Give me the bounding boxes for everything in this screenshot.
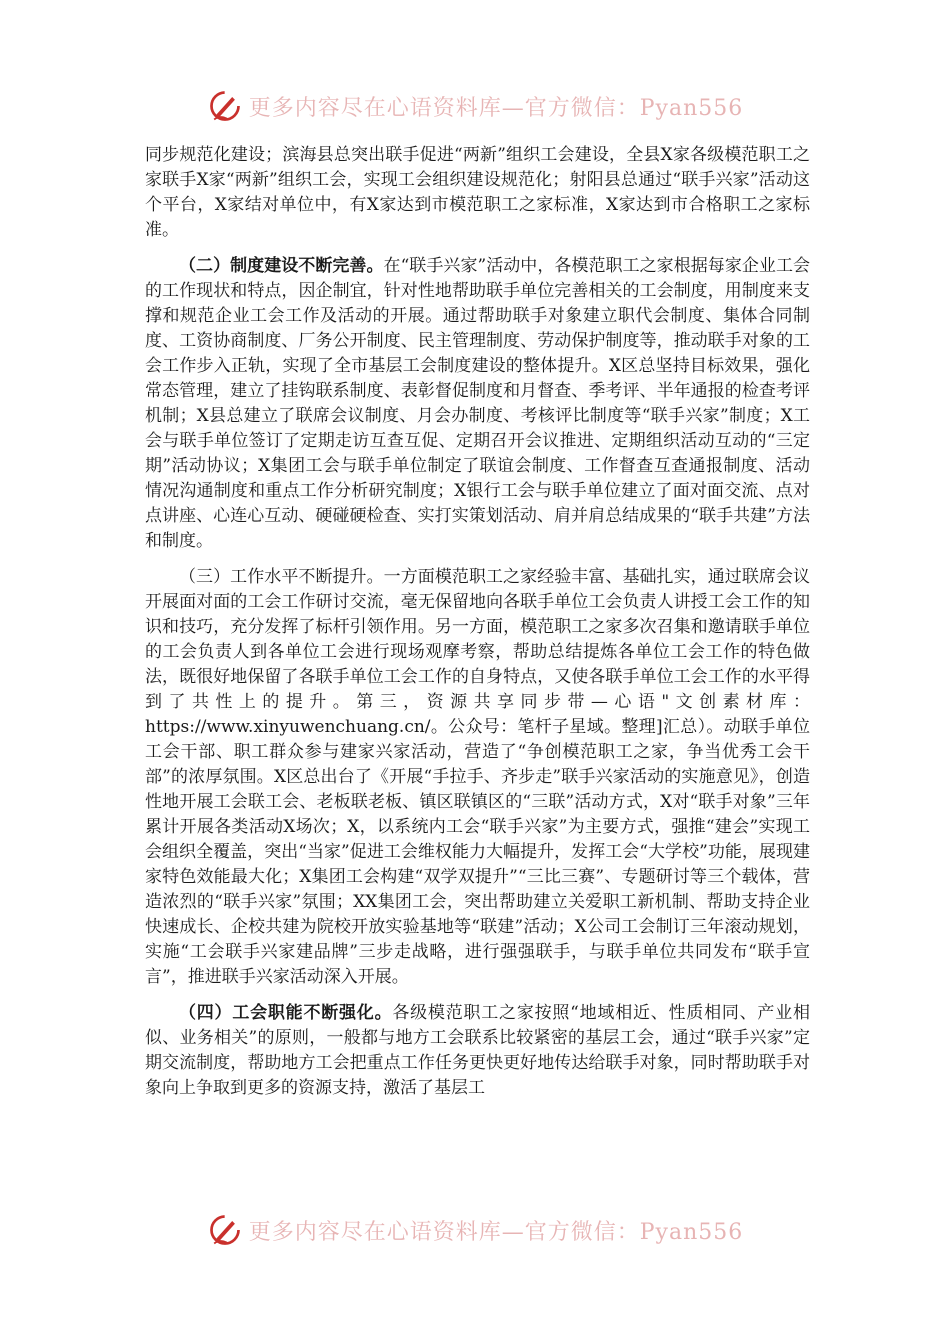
paragraph-4	[145, 1001, 810, 1101]
paragraph-1-text: 同步规范化建设；滨海县总突出联手促进“两新”组织工会建设，全县X家各级模范职工之家联手X家“两新”组织工会，实现工会组织建设规范化；射阳县总通过“联手兴家”活动这个平台，X家结对单位中，有X家达到市模范职工之家标准，X家达到市合格职工之家标准。	[145, 145, 810, 240]
paragraph-3-text: （三）工作水平不断提升。一方面模范职工之家经验丰富、基础扎实，通过联席会议开展面对面的工会工作研讨交流，毫无保留地向各联手单位工会负责人讲授工会工作的知识和技巧，充分发挥了标杆引领作用。另一方面，模范职工之家多次召集和邀请联手单位的工会负责人到各单位工会进行现场观摩考察，帮助总结提炼各单位工会工作的特色做法，既很好地保留了各联手单位工会工作的自身特点，又使各联手单位工会工作的水平得到了共性上的提升。第三，资源共享同步带—心语"文创素材库：https://www.xinyuwenchuang.cn/。公众号：笔杆子星域。整理]汇总）。动联手单位工会干部、职工群众参与建家兴家活动，营造了“争创模范职工之家，争当优秀工会干部”的浓厚氛围。X区总出台了《开展“手拉手、齐步走”联手兴家活动的实施意见》，创造性地开展工会联工会、老板联老板、镇区联镇区的“三联”活动方式，X对“联手对象”三年累计开展各类活动X场次；X，以系统内工会“联手兴家”为主要方式，强推“建会”实现工会组织全覆盖，突出“当家”促进工会维权能力大幅提升，发挥工会“大学校”功能，展现建家特色效能最大化；X集团工会构建“双学双提升”“三比三赛”、专题研讨等三个载体，营造浓烈的“联手兴家”氛围；XX集团工会，突出帮助建立关爱职工新机制、帮助支持企业快速成长、企校共建为院校开放实验基地等“联建”活动；X公司工会制订三年滚动规划，实施“工会联手兴家建品牌”三步走战略，进行强强联手，与联手单位共同发布“联手宣言”，推进联手兴家活动深入开展。	[145, 567, 810, 987]
paragraph-2-heading: （二）制度建设不断完善。	[179, 256, 384, 276]
paragraph-2-text: 在“联手兴家”活动中，各模范职工之家根据每家企业工会的工作现状和特点，因企制宜，针对性地帮助联手单位完善相关的工会制度，用制度来支撑和规范企业工会工作及活动的开展。通过帮助联手对象建立职代会制度、集体合同制度、工资协商制度、厂务公开制度、民主管理制度、劳动保护制度等，推动联手对象的工会工作步入正轨，实现了全市基层工会制度建设的整体提升。X区总坚持目标效果，强化常态管理，建立了挂钩联系制度、表彰督促制度和月督查、季考评、半年通报的检查考评机制；X县总建立了联席会议制度、月会办制度、考核评比制度等“联手兴家”制度；X工会与联手单位签订了定期走访互查互促、定期召开会议推进、定期组织活动互动的“三定期”活动协议；X集团工会与联手单位制定了联谊会制度、工作督查互查通报制度、活动情况沟通制度和重点工作分析研究制度；X银行工会与联手单位建立了面对面交流、点对点讲座、心连心互动、硬碰硬检查、实打实策划活动、肩并肩总结成果的“联手共建”方法和制度。	[145, 256, 810, 551]
pen-logo-icon	[207, 88, 243, 124]
header-banner-text: 更多内容尽在心语资料库—官方微信：Pyan556	[248, 95, 744, 121]
document-body	[145, 143, 810, 1112]
paragraph-1	[145, 143, 810, 243]
pen-logo-icon	[207, 1212, 243, 1248]
footer-banner	[0, 1210, 950, 1250]
footer-banner-text: 更多内容尽在心语资料库—官方微信：Pyan556	[248, 1219, 744, 1245]
paragraph-2	[145, 254, 810, 554]
paragraph-4-text: 各级模范职工之家按照“地域相近、性质相同、产业相似、业务相关”的原则，一般都与地方工会联系比较紧密的基层工会，通过“联手兴家”定期交流制度，帮助地方工会把重点工作任务更快更好地传达给联手对象，同时帮助联手对象向上争取到更多的资源支持，激活了基层工	[145, 1003, 810, 1098]
paragraph-3	[145, 565, 810, 990]
header-banner	[0, 86, 950, 126]
paragraph-4-heading: （四）工会职能不断强化。	[179, 1003, 393, 1023]
